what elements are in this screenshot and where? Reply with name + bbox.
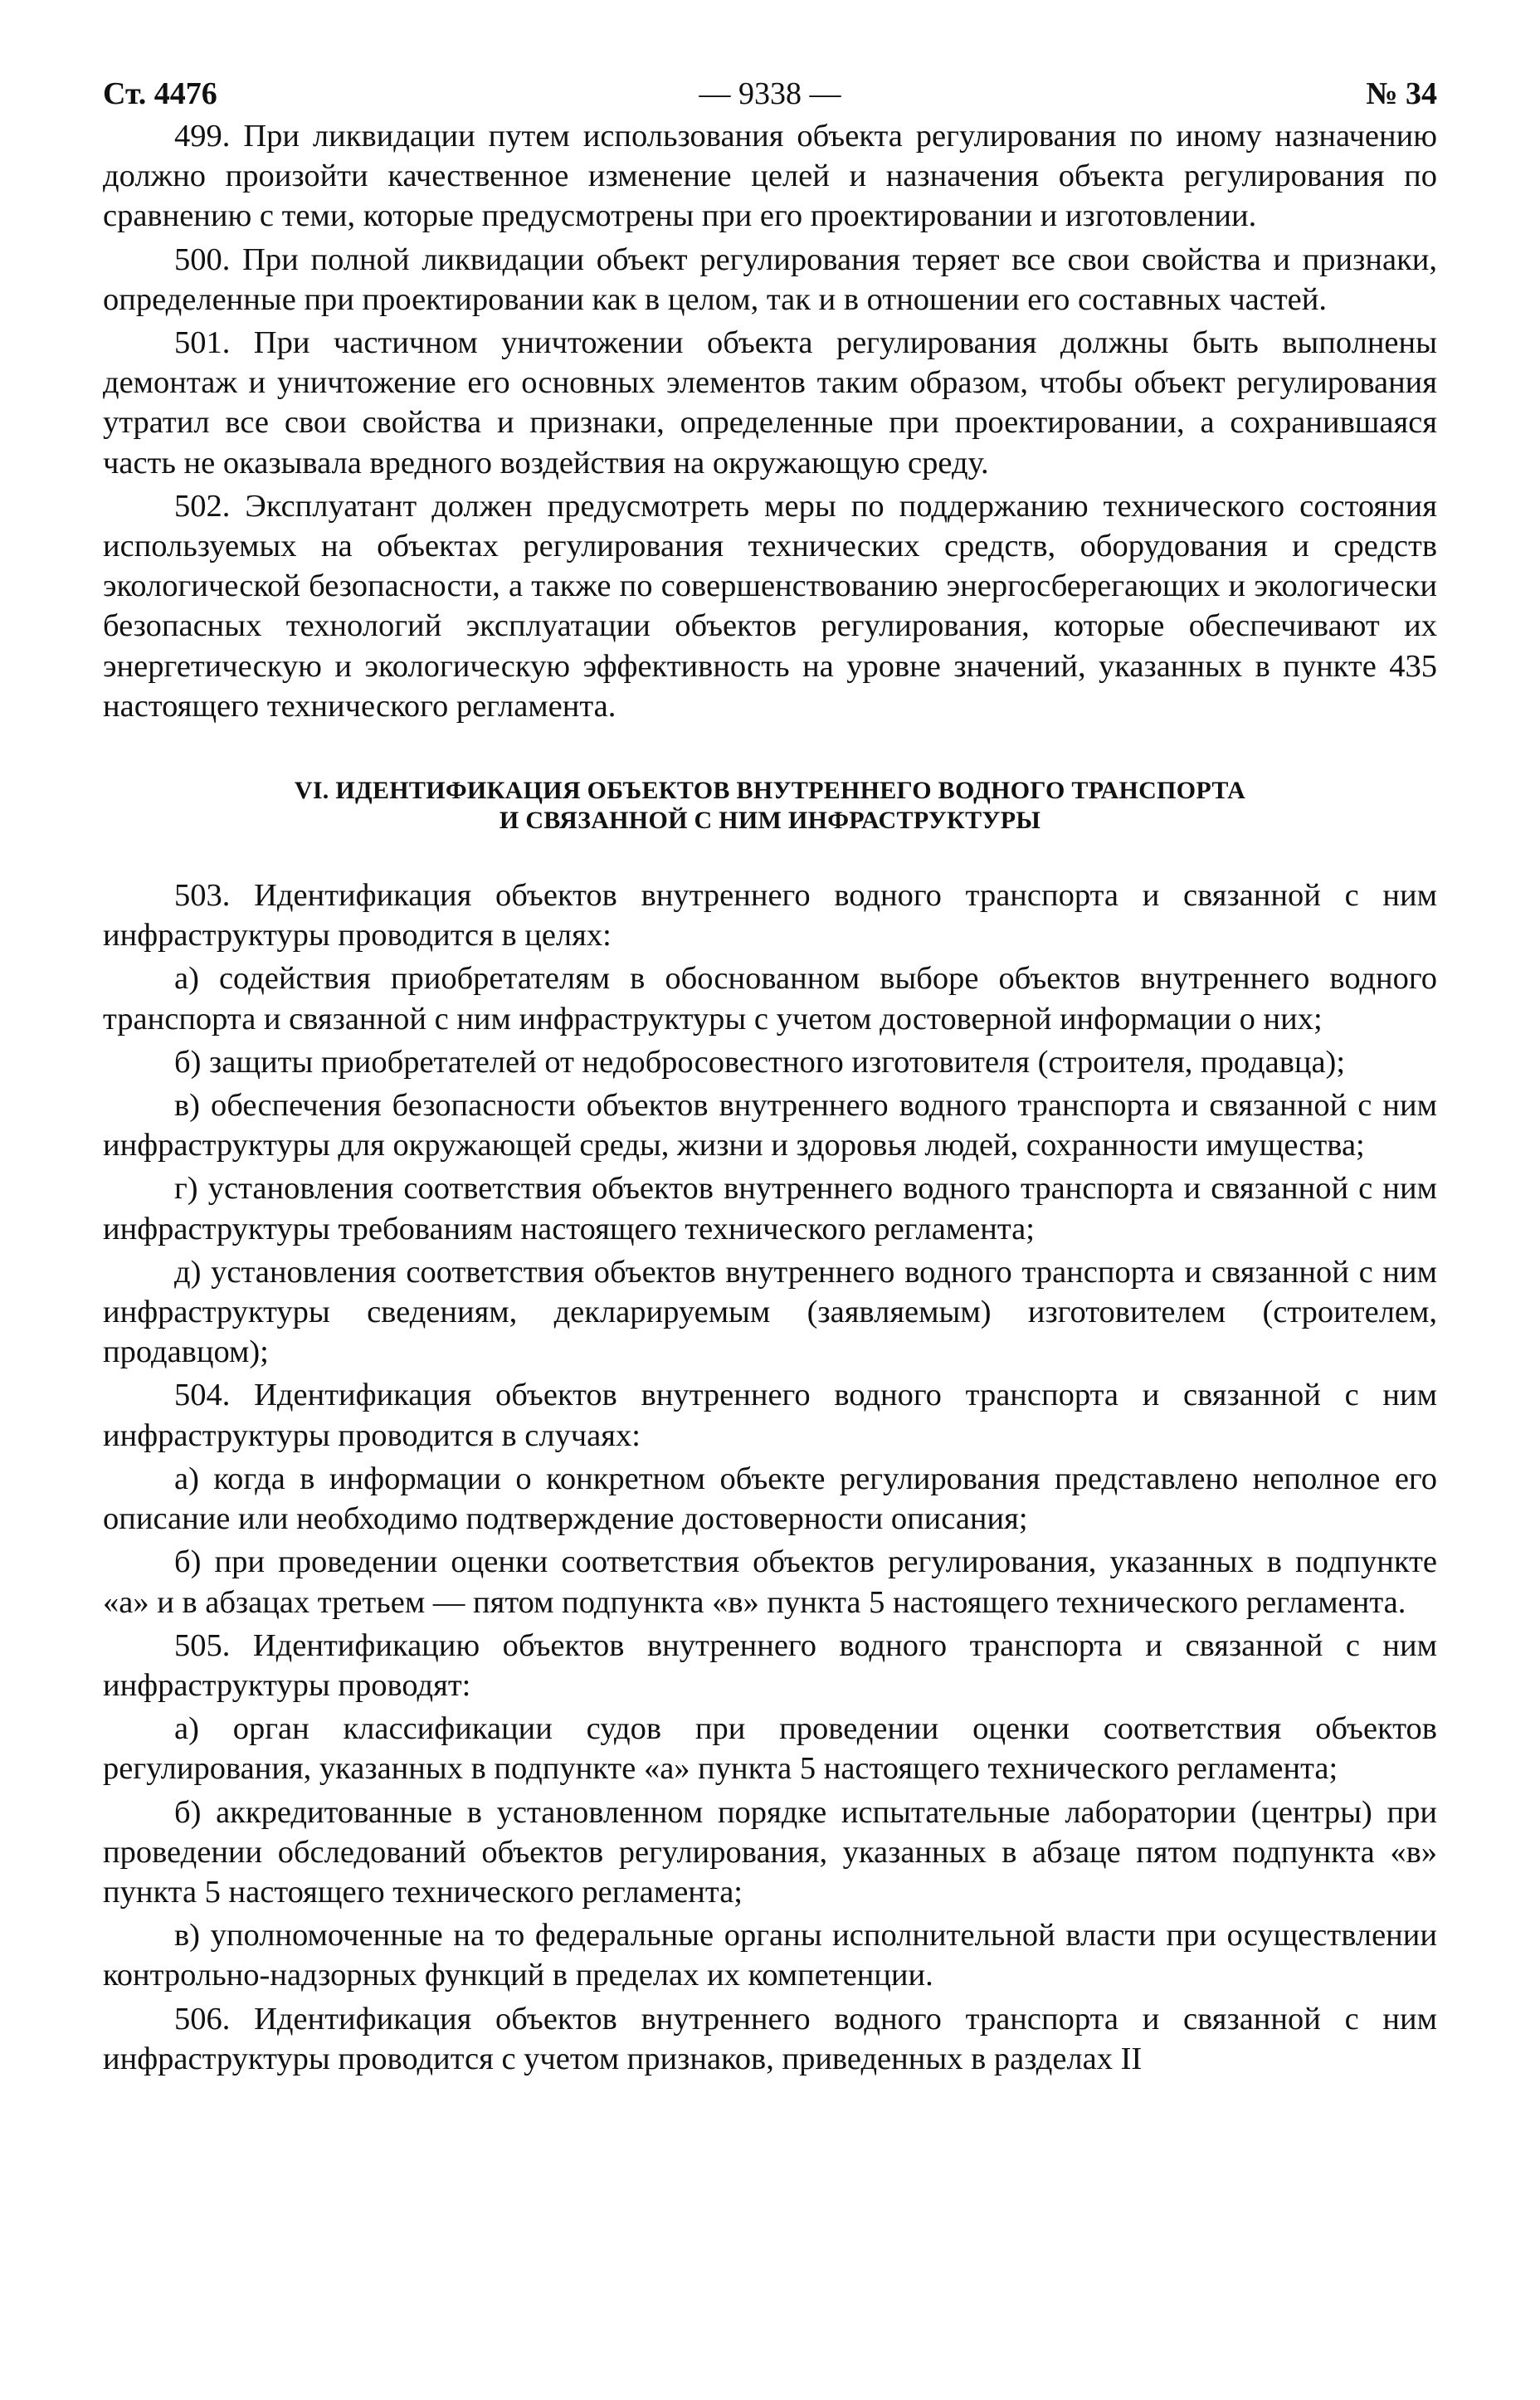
paragraph-506: 506. Идентификация объектов внутреннего водного транспорта и связанной с ним инфраструктуры проводится с учетом признаков, приведенных в разделах II <box>103 2001 1437 2076</box>
paragraph-502: 502. Эксплуатант должен предусмотреть меры по поддержанию технического состояния используемых на объектах регулирования технических средств, оборудования и средств экологической безопасности, а также по совершенствованию энергосберегающих и экологически безопасных технологий эксплуатации объектов регулирования, которые обеспечивают их энергетическую и экологическую эффективность на уровне значений, указанных в пункте 435 настоящего технического регламента. <box>103 488 1437 724</box>
document-body <box>103 116 1437 2079</box>
article-number: Ст. 4476 <box>103 76 217 111</box>
paragraph-503-g: г) установления соответствия объектов внутреннего водного транспорта и связанной с ним инфраструктуры требованиям настоящего технического регламента; <box>103 1171 1437 1246</box>
paragraph-505: 505. Идентификацию объектов внутреннего водного транспорта и связанной с ним инфраструктуры проводят: <box>103 1627 1437 1703</box>
section-heading <box>103 776 1437 836</box>
paragraph-504: 504. Идентификация объектов внутреннего водного транспорта и связанной с ним инфраструктуры проводится в случаях: <box>103 1378 1437 1453</box>
paragraph-500: 500. При полной ликвидации объект регулирования теряет все свои свойства и признаки, определенные при проектировании как в целом, так и в отношении его составных частей. <box>103 241 1437 317</box>
paragraph-504-b: б) при проведении оценки соответствия объектов регулирования, указанных в подпункте «а» и в абзацах третьем — пятом подпункта «в» пункта 5 настоящего технического регламента. <box>103 1544 1437 1620</box>
issue-number: № 34 <box>1366 76 1437 111</box>
section-heading-line-1: VI. ИДЕНТИФИКАЦИЯ ОБЪЕКТОВ ВНУТРЕННЕГО ВОДНОГО ТРАНСПОРТА <box>294 777 1246 805</box>
paragraph-499: 499. При ликвидации путем использования объекта регулирования по иному назначению должно произойти качественное изменение целей и назначения объекта регулирования по сравнению с теми, которые предусмотрены при его проектировании и изготовлении. <box>103 119 1437 234</box>
page-header <box>103 73 1437 115</box>
paragraph-503-d: д) установления соответствия объектов внутреннего водного транспорта и связанной с ним инфраструктуры сведениям, декларируемым (заявляемым) изготовителем (строителем, продавцом); <box>103 1254 1437 1370</box>
page-number: — 9338 — <box>699 76 841 111</box>
paragraph-505-b: б) аккредитованные в установленном порядке испытательные лаборатории (центры) при проведении обследований объектов регулирования, указанных в абзаце пятом подпункта «в» пункта 5 настоящего технического регламента; <box>103 1794 1437 1910</box>
paragraph-503-b: б) защиты приобретателей от недобросовестного изготовителя (строителя, продавца); <box>174 1044 1346 1080</box>
paragraph-503-a: а) содействия приобретателям в обоснованном выборе объектов внутреннего водного транспорта и связанной с ним инфраструктуры с учетом достоверной информации о них; <box>103 961 1437 1037</box>
paragraph-501: 501. При частичном уничтожении объекта регулирования должны быть выполнены демонтаж и уничтожение его основных элементов таким образом, чтобы объект регулирования утратил все свои свойства и признаки, определенные при проектировании, а сохранившаяся часть не оказывала вредного воздействия на окружающую среду. <box>103 325 1437 480</box>
paragraph-505-a: а) орган классификации судов при проведении оценки соответствия объектов регулирования, указанных в подпункте «а» пункта 5 настоящего технического регламента; <box>103 1711 1437 1787</box>
paragraph-505-v: в) уполномоченные на то федеральные органы исполнительной власти при осуществлении контрольно-надзорных функций в пределах их компетенции. <box>103 1918 1437 1993</box>
paragraph-504-a: а) когда в информации о конкретном объекте регулирования представлено неполное его описание или необходимо подтверждение достоверности описания; <box>103 1461 1437 1537</box>
paragraph-503: 503. Идентификация объектов внутреннего водного транспорта и связанной с ним инфраструктуры проводится в целях: <box>103 878 1437 954</box>
document-page <box>103 73 1437 2082</box>
paragraph-503-v: в) обеспечения безопасности объектов внутреннего водного транспорта и связанной с ним инфраструктуры для окружающей среды, жизни и здоровья людей, сохранности имущества; <box>103 1088 1437 1163</box>
section-heading-line-2: И СВЯЗАННОЙ С НИМ ИНФРАСТРУКТУРЫ <box>499 807 1041 835</box>
